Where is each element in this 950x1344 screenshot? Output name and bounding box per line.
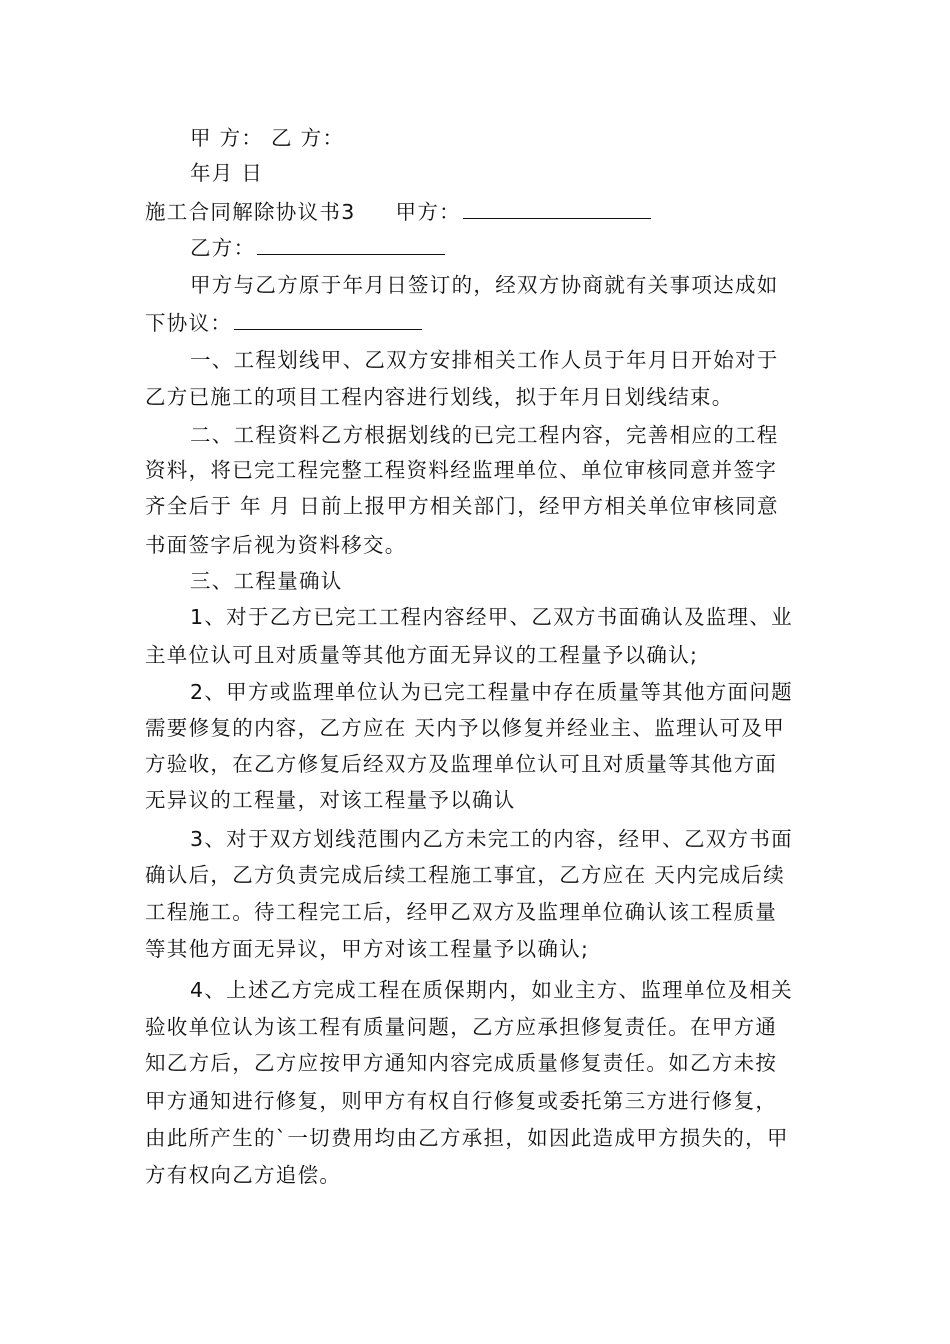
signature-line: 甲 方： 乙 方： xyxy=(190,126,345,150)
party-b-line xyxy=(190,233,815,263)
i4-line-3: 知乙方后，乙方应按甲方通知内容完成质量修复责任。如乙方未按 xyxy=(145,1051,778,1075)
i4-line-5: 由此所产生的`一切费用均由乙方承担，如因此造成甲方损失的，甲 xyxy=(145,1126,789,1150)
i3-line-2: 确认后，乙方负责完成后续工程施工事宜，乙方应在 天内完成后续 xyxy=(145,863,786,887)
party-b-label: 乙方： xyxy=(190,236,256,260)
i3-line-1: 3、对于双方划线范围内乙方未完工的内容，经甲、乙双方书面 xyxy=(190,827,793,851)
s2-line-2: 资料，将已完工程完整工程资料经监理单位、单位审核同意并签字 xyxy=(145,458,778,482)
i4-line-1: 4、上述乙方完成工程在质保期内，如业主方、监理单位及相关 xyxy=(190,978,793,1002)
i1-line-2: 主单位认可且对质量等其他方面无异议的工程量予以确认; xyxy=(145,643,699,667)
s2-line-3: 齐全后于 年 月 日前上报甲方相关部门，经甲方相关单位审核同意 xyxy=(145,494,779,518)
s1-line-1: 一、工程划线甲、乙双方安排相关工作人员于年月日开始对于 xyxy=(190,348,779,372)
i2-line-2: 需要修复的内容，乙方应在 天内予以修复并经业主、监理认可及甲 xyxy=(145,716,786,740)
i3-line-3: 工程施工。待工程完工后，经甲乙双方及监理单位确认该工程质量 xyxy=(145,900,778,924)
intro-line-1: 甲方与乙方原于年月日签订的，经双方协商就有关事项达成如 xyxy=(190,273,779,297)
intro-line-2: 下协议： xyxy=(145,308,815,338)
s2-line-4: 书面签字后视为资料移交。 xyxy=(145,533,407,557)
i2-line-4: 无异议的工程量，对该工程量予以确认 xyxy=(145,788,516,812)
party-a-blank xyxy=(463,198,651,219)
i3-line-4: 等其他方面无异议，甲方对该工程量予以确认; xyxy=(145,937,590,961)
i1-line-1: 1、对于乙方已完工工程内容经甲、乙双方书面确认及监理、业 xyxy=(190,605,793,629)
date-line: 年月 日 xyxy=(190,161,264,185)
s3-title: 三、工程量确认 xyxy=(190,569,343,593)
i4-line-4: 甲方通知进行修复，则甲方有权自行修复或委托第三方进行修复， xyxy=(145,1089,778,1113)
s2-line-1: 二、工程资料乙方根据划线的已完工程内容，完善相应的工程 xyxy=(190,423,779,447)
document-heading: 施工合同解除协议书3 xyxy=(145,200,356,224)
s1-line-2: 乙方已施工的项目工程内容进行划线，拟于年月日划线结束。 xyxy=(145,385,734,409)
i4-line-2: 验收单位认为该工程有质量问题，乙方应承担修复责任。在甲方通 xyxy=(145,1015,778,1039)
party-b-blank xyxy=(257,234,445,255)
i2-line-3: 方验收，在乙方修复后经双方及监理单位认可且对质量等其他方面 xyxy=(145,752,778,776)
party-a-label: 甲方： xyxy=(395,200,461,224)
heading-line xyxy=(145,197,815,227)
i2-line-1: 2、甲方或监理单位认为已完工程量中存在质量等其他方面问题 xyxy=(190,680,793,704)
intro-blank xyxy=(234,309,422,330)
i4-line-6: 方有权向乙方追偿。 xyxy=(145,1163,342,1187)
